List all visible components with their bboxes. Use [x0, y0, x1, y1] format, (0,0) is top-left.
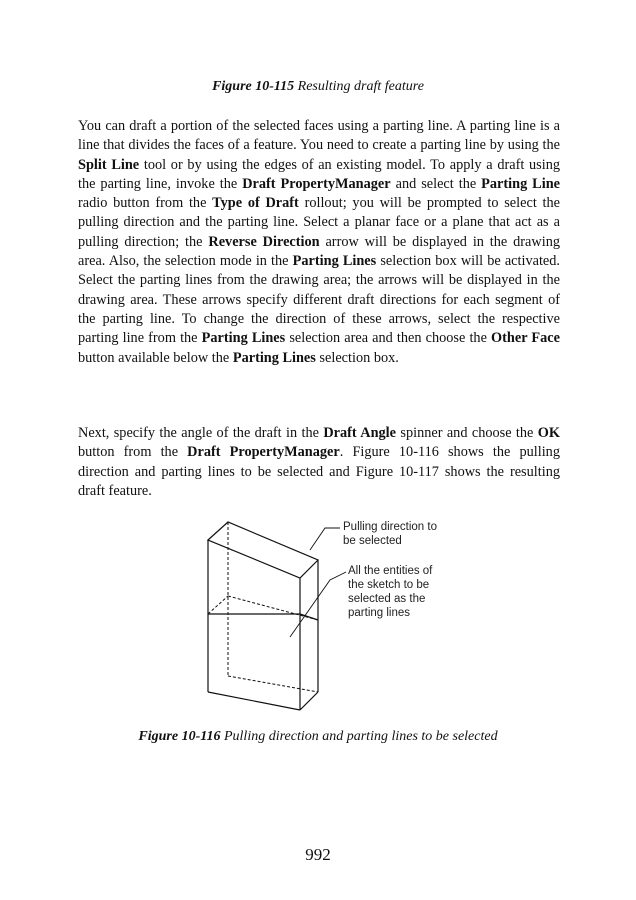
bold-term: Split Line	[78, 156, 140, 173]
bold-term: Parting Line	[481, 175, 560, 192]
top-face	[208, 522, 318, 578]
bottom-side-edge	[300, 692, 318, 710]
text-run: selection box.	[315, 349, 399, 366]
bold-term: Parting Lines	[292, 253, 377, 270]
text-run: You can draft a portion of the selected faces using a parting line. A parting line is a line that divides the faces of a feature. You need to create a parting line by using the	[78, 118, 560, 154]
text-run: radio button from the	[78, 195, 213, 212]
figure-116-number: Figure 10-116	[138, 729, 221, 744]
bold-term: Draft PropertyManager	[187, 444, 340, 461]
figure-115-title: Resulting draft feature	[297, 79, 424, 94]
bottom-front-edge	[208, 692, 300, 710]
hidden-parting-left	[208, 596, 228, 614]
callout-parting-line-4: parting lines	[348, 607, 411, 619]
pulling-leader	[310, 528, 340, 550]
text-run: spinner and choose the	[396, 425, 538, 441]
bold-term: Other Face	[491, 330, 560, 347]
bold-term: OK	[537, 425, 560, 441]
hidden-bottom-edge	[228, 676, 318, 692]
paragraph-draft-angle	[78, 424, 560, 501]
text-run: Next, specify the angle of the draft in the	[78, 425, 324, 441]
text-run: selection area and then choose the	[285, 330, 492, 347]
callout-parting-line-2: the sketch to be	[348, 579, 430, 591]
callout-pulling-line-2: be selected	[343, 535, 402, 547]
bold-term: Parting Lines	[201, 330, 286, 347]
text-run: rollout; you will be prompted to select the pulling direction and the parting line. Select a planar face or a plane that act as a pulling direction; the	[78, 195, 560, 250]
bold-term: Type of Draft	[212, 195, 299, 212]
text-run: tool or by using the edges of an existing model. To apply a draft using the parting line, invoke the	[78, 156, 560, 192]
text-run: button from the	[78, 444, 188, 461]
figure-115-number: Figure 10-115	[212, 79, 295, 94]
bold-term: Parting Lines	[232, 349, 316, 366]
text-run: selection box will be activated. Select the parting lines from the drawing area; the arrows will be displayed in the drawing area. These arrows specify different draft directions for each segment of the parting line. To change the direction of these arrows, select the respective parting line from the	[78, 253, 560, 347]
text-run: button available below the	[78, 349, 233, 366]
text-run: and select the	[390, 175, 482, 192]
text-run: arrow will be displayed in the drawing area. Also, the selection mode in the	[78, 233, 560, 270]
callout-pulling-line-1: Pulling direction to	[343, 521, 437, 533]
figure-115-caption	[0, 79, 636, 95]
figure-116-drawing	[190, 510, 460, 715]
bold-term: Reverse Direction	[208, 233, 320, 250]
bold-term: Draft PropertyManager	[242, 175, 391, 192]
paragraph-parting-line	[78, 117, 560, 368]
text-run: . Figure 10-116 shows the pulling direction and parting lines to be selected and Figure 10-117 shows the resulting draft feature.	[78, 444, 560, 499]
figure-116-title: Pulling direction and parting lines to be selected	[223, 729, 498, 744]
callout-parting-line-1: All the entities of	[348, 565, 433, 577]
figure-116-caption	[0, 729, 636, 745]
page-number: 992	[305, 845, 331, 864]
bold-term: Draft Angle	[323, 425, 397, 441]
callout-parting-line-3: selected as the	[348, 593, 426, 605]
